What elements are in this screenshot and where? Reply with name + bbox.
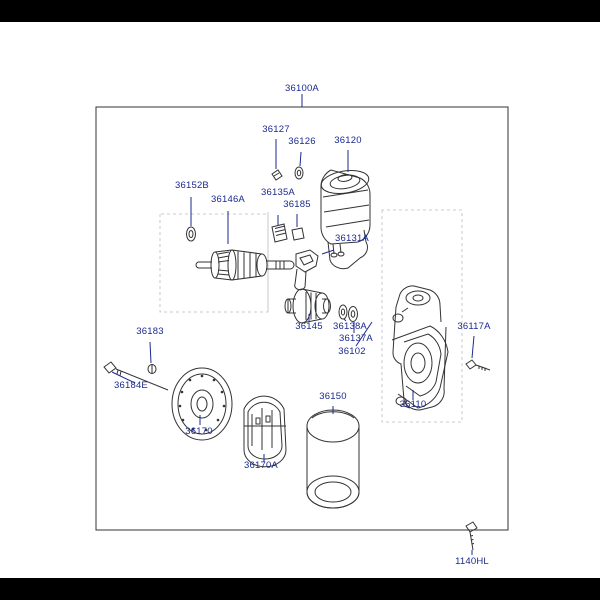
part-label-36102: 36102 (338, 346, 366, 357)
part-label-36110: 36110 (399, 399, 427, 410)
part-label-36170a: 36170A (244, 460, 278, 471)
part-label-36152b: 36152B (175, 180, 209, 191)
part-label-36150: 36150 (319, 391, 347, 402)
diagram-artwork (0, 22, 600, 578)
part-label-36117a: 36117A (457, 321, 491, 332)
part-label-36135a: 36135A (261, 187, 295, 198)
part-label-36185: 36185 (283, 199, 311, 210)
part-label-36170: 36170 (185, 426, 213, 437)
part-label-36138a: 36138A (333, 321, 367, 332)
part-label-36146a: 36146A (211, 194, 245, 205)
part-label-36100a: 36100A (285, 83, 319, 94)
diagram-frame (96, 107, 508, 530)
part-label-36184e: 36184E (114, 380, 148, 391)
letterbox-top (0, 0, 600, 22)
part-label-36183: 36183 (136, 326, 164, 337)
letterbox-bottom (0, 578, 600, 600)
part-label-36120: 36120 (334, 135, 362, 146)
part-label-36137a: 36137A (339, 333, 373, 344)
part-label-36145: 36145 (295, 321, 323, 332)
part-label-36126: 36126 (288, 136, 316, 147)
part-label-1140hl: 1140HL (455, 556, 489, 567)
part-label-36131a: 36131A (335, 233, 369, 244)
diagram-canvas (0, 22, 600, 578)
part-label-36127: 36127 (262, 124, 290, 135)
